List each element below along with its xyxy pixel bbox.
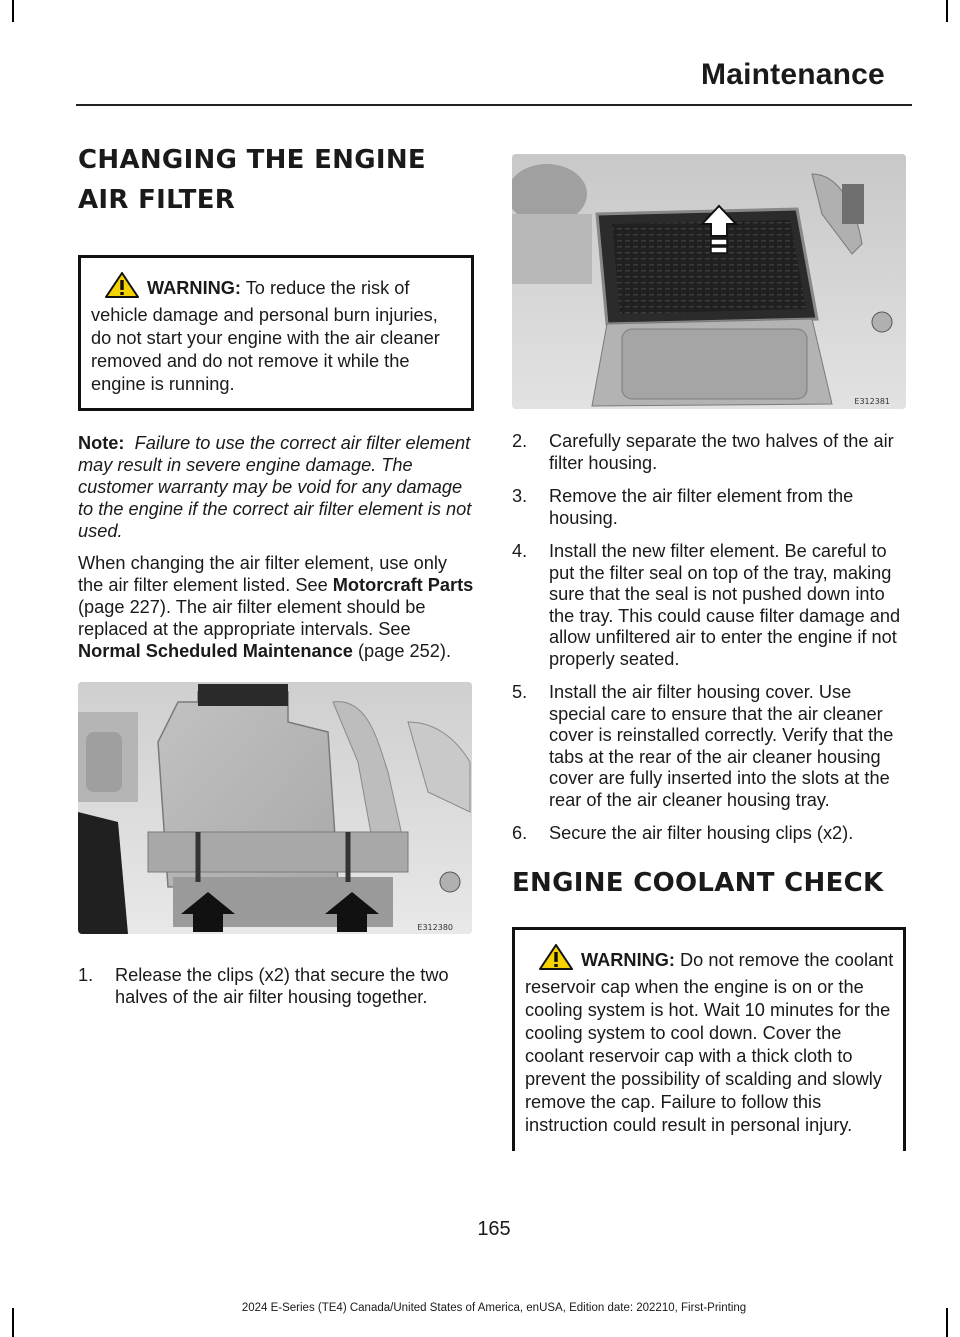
step-text: Secure the air filter housing clips (x2). [549, 823, 854, 843]
warning-label: WARNING: [147, 278, 241, 298]
list-item [512, 823, 906, 845]
warning-text: Do not remove the coolant reservoir cap when the engine is on or the cooling system is hot. Wait 10 minutes for the cooling system to cool down. Cover the coolant reservoir cap with a thick cloth to prevent the possibility of scalding and slowly remove the cap. Failure to follow this instruction could result in personal injury. [525, 949, 894, 1135]
page-ref: (page 252). [357, 641, 451, 661]
step-number: 2. [512, 431, 528, 451]
footer-text: 2024 E-Series (TE4) Canada/United States of America, enUSA, Edition date: 202210, First-Printing [241, 1302, 747, 1314]
air-filter-element-image [512, 154, 906, 409]
section-heading: ENGINE COOLANT CHECK [512, 867, 884, 898]
list-item [512, 682, 906, 811]
steps-list-right [512, 431, 906, 845]
list-item [78, 965, 474, 1008]
page-number: 165 [477, 1218, 511, 1240]
right-column [512, 140, 906, 1151]
warning-label: WARNING: [581, 949, 675, 970]
note-label: Note: [78, 433, 125, 453]
warning-text: To reduce the risk of vehicle damage and personal burn injuries, do not start your engine with the air cleaner removed and do not remove it while the engine is running. [91, 278, 440, 394]
step-text: Remove the air filter element from the housing. [549, 486, 854, 528]
step-number: 5. [512, 682, 528, 702]
step-number: 1. [78, 965, 94, 985]
step-text: Install the new filter element. Be careful to put the filter seal on top of the tray, making sure that the seal is not pushed down into the tray. This could cause filter damage and allow unfiltered air to enter the engine if not properly seated. [549, 541, 901, 669]
instruction-paragraph [78, 552, 474, 662]
warning-triangle-icon [539, 944, 573, 976]
image-id-label: E312381 [854, 397, 890, 406]
paragraph-text: When changing the air filter element, use only the air filter element listed. See [78, 553, 448, 595]
warning-triangle-icon [105, 272, 139, 304]
step-number: 3. [512, 486, 528, 506]
warning-box [78, 255, 474, 411]
page-title: Maintenance [701, 58, 885, 91]
step-text: Carefully separate the two halves of the air filter housing. [549, 431, 894, 473]
list-item [512, 541, 906, 670]
page-ref: (page 227). [78, 597, 172, 617]
step-number: 6. [512, 823, 528, 843]
steps-list-left [78, 965, 474, 1008]
warning-box [512, 927, 906, 1151]
motorcraft-parts-link[interactable]: Motorcraft Parts [332, 575, 474, 595]
list-item [512, 486, 906, 529]
image-id-label: E312380 [417, 923, 453, 932]
crop-mark [12, 0, 14, 22]
step-text: Install the air filter housing cover. Use special care to ensure that the air cleaner cover is reinstalled correctly. Verify that the tabs at the rear of the air cleaner housing cover are fully inserted into the slots at the rear of the air cleaner housing tray. [549, 682, 894, 810]
scheduled-maintenance-link[interactable]: Normal Scheduled Maintenance [78, 641, 353, 661]
note [78, 432, 474, 542]
crop-mark [946, 0, 948, 22]
step-text: Release the clips (x2) that secure the two halves of the air filter housing together. [115, 965, 449, 1007]
air-filter-housing-clips-image [78, 682, 472, 934]
note-text: Failure to use the correct air filter element may result in severe engine damage. The customer warranty may be void for any damage to the engine if the correct air filter element is not used. [78, 433, 472, 541]
header-divider [76, 104, 912, 106]
step-number: 4. [512, 541, 528, 561]
section-heading: CHANGING THE ENGINE AIR FILTER [78, 145, 426, 215]
paragraph-text: The air filter element should be replaced at the appropriate intervals. See [78, 597, 426, 639]
left-column [78, 140, 474, 1020]
page-header [0, 58, 912, 92]
list-item [512, 431, 906, 474]
